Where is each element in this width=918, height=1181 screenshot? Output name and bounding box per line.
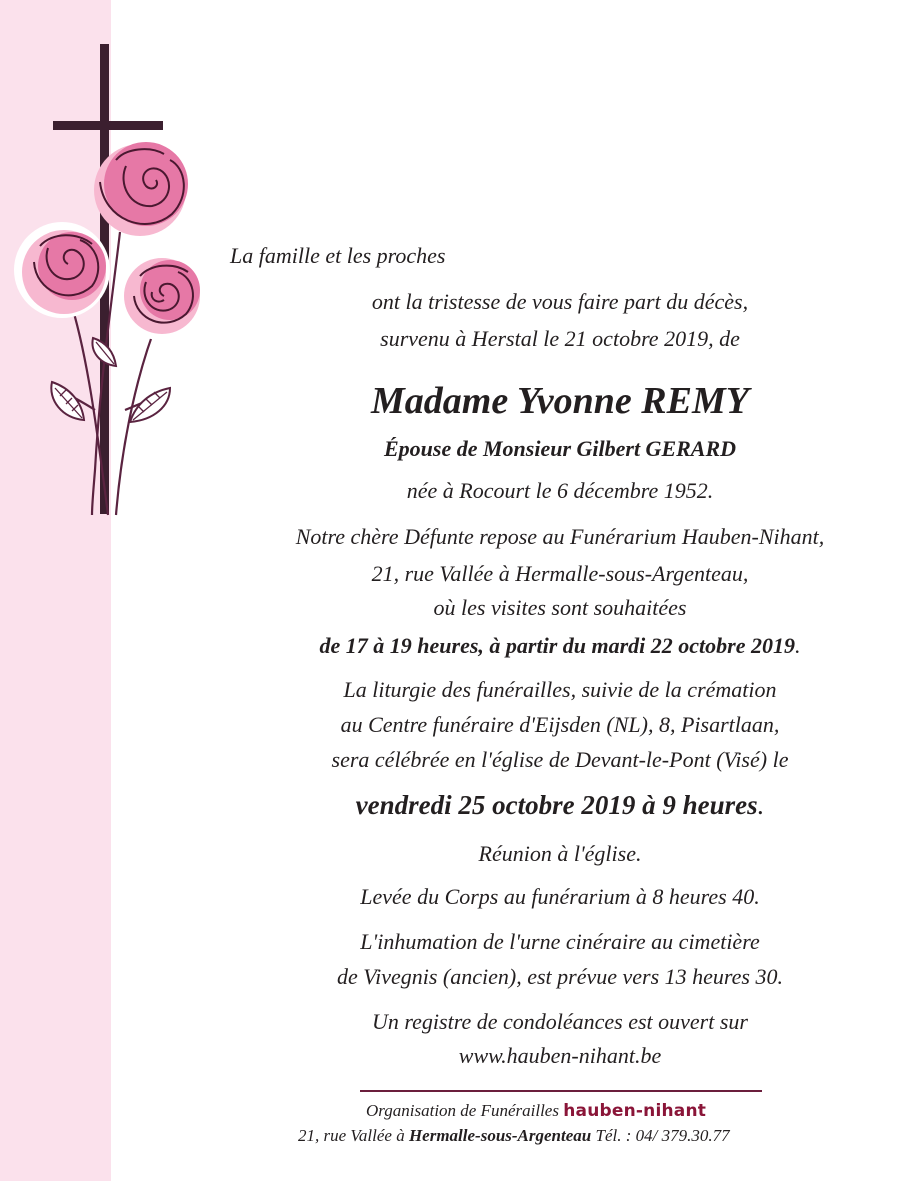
visitation-hours-line: [230, 633, 890, 659]
brand-logo: hauben-nihant: [563, 1101, 707, 1121]
spouse-line: Épouse de Monsieur Gilbert GERARD: [383, 436, 737, 461]
ceremony-line-1: La liturgie des funérailles, suivie de la crémation: [343, 677, 777, 702]
ceremony-line-2: au Centre funéraire d'Eijsden (NL), 8, Pisartlaan,: [340, 712, 780, 737]
visitation-line-1: Notre chère Défunte repose au Funérarium Hauben-Nihant,: [295, 524, 825, 549]
phone-number: Tél. : 04/ 379.30.77: [595, 1126, 730, 1145]
visitation-period: .: [794, 633, 801, 658]
address-prefix: 21, rue Vallée à: [298, 1126, 405, 1145]
address-town: Hermalle-sous-Argenteau: [408, 1126, 592, 1145]
condolences-website[interactable]: www.hauben-nihant.be: [458, 1043, 662, 1068]
visitation-line-3: où les visites sont souhaitées: [433, 595, 687, 620]
organisation-label: Organisation de Funérailles: [366, 1101, 559, 1120]
intro-text: La famille et les proches: [230, 243, 446, 268]
deceased-name: Madame Yvonne REMY: [371, 380, 749, 422]
footer-divider: [360, 1090, 762, 1092]
meeting-line: Réunion à l'église.: [478, 841, 642, 866]
ceremony-line-3: sera célébrée en l'église de Devant-le-Pont (Visé) le: [331, 747, 789, 772]
burial-line-1: L'inhumation de l'urne cinéraire au cimetière: [360, 929, 760, 954]
ceremony-period: .: [757, 790, 765, 820]
sorrow-line-2: survenu à Herstal le 21 octobre 2019, de: [380, 326, 740, 351]
footer-address: [298, 1125, 730, 1147]
footer-organisation: [366, 1100, 706, 1122]
cross-with-roses-icon: [0, 0, 230, 540]
removal-line: Levée du Corps au funérarium à 8 heures 40.: [360, 884, 760, 909]
visitation-line-2: 21, rue Vallée à Hermalle-sous-Argenteau,: [371, 561, 749, 586]
sorrow-line-1: ont la tristesse de vous faire part du décès,: [371, 289, 749, 314]
ceremony-date: vendredi 25 octobre 2019 à 9 heures: [355, 790, 758, 820]
birth-line: née à Rocourt le 6 décembre 1952.: [406, 478, 714, 503]
ceremony-date-line: [230, 789, 890, 821]
burial-line-2: de Vivegnis (ancien), est prévue vers 13 heures 30.: [337, 964, 783, 989]
condolences-line: Un registre de condoléances est ouvert sur: [372, 1009, 748, 1034]
visitation-hours: de 17 à 19 heures, à partir du mardi 22 octobre 2019: [319, 633, 795, 658]
